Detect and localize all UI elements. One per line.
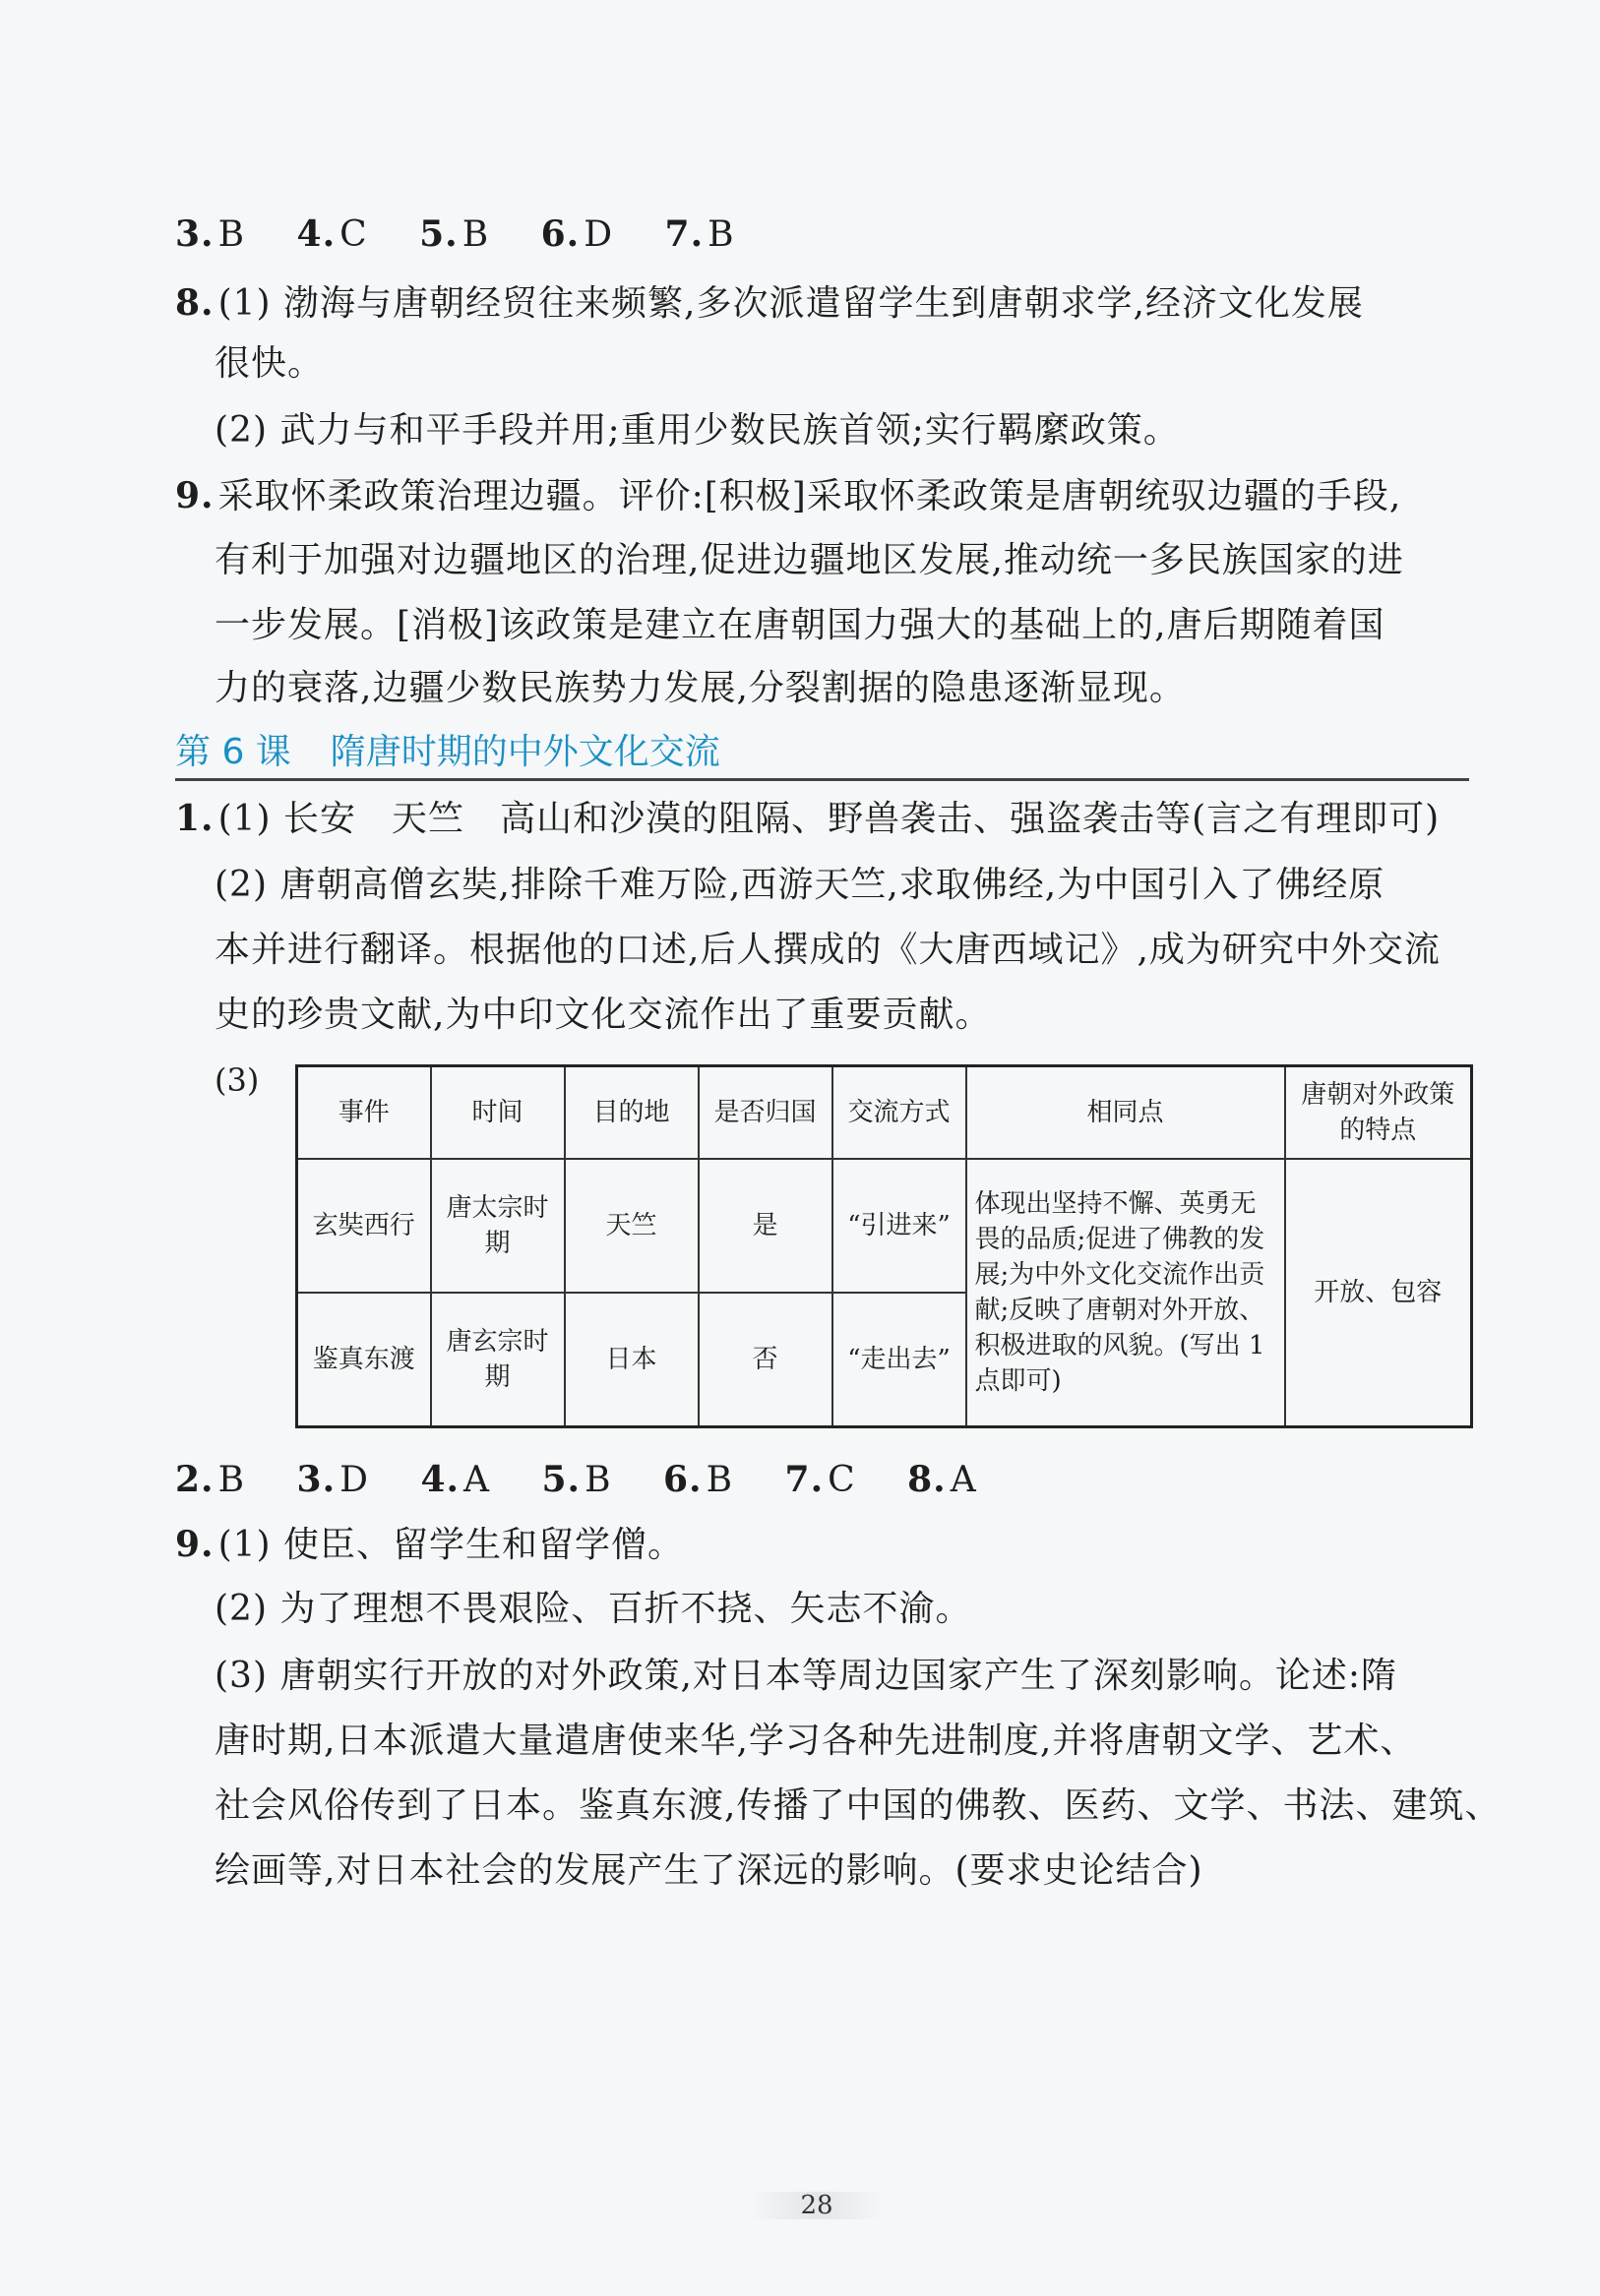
table-header: 目的地: [565, 1066, 699, 1159]
q8-part1-line1: 8. (1) 渤海与唐朝经贸往来频繁,多次派遣留学生到唐朝求学,经济文化发展: [175, 282, 1364, 324]
table-header-row: [297, 1066, 1472, 1159]
lesson-number: 第 6 课: [175, 732, 291, 772]
table-cell-policy: 开放、包容: [1285, 1159, 1472, 1427]
table-cell: 否: [699, 1293, 832, 1426]
mc-answers-top: [175, 211, 774, 259]
table-cell: 天竺: [565, 1159, 699, 1293]
q9-line3: 一步发展。[消极]该政策是建立在唐朝国力强大的基础上的,唐后期随着国: [215, 605, 1385, 645]
mc-item: 5. B: [419, 213, 490, 255]
l6-q1-part2-line3: 史的珍贵文献,为中印文化交流作出了重要贡献。: [215, 995, 992, 1035]
table-header: 时间: [431, 1066, 565, 1159]
mc-item: 3. B: [175, 213, 246, 255]
mc-item: 7. B: [664, 213, 735, 255]
q9-line1: 9. 采取怀柔政策治理边疆。评价:[积极]采取怀柔政策是唐朝统驭边疆的手段,: [175, 475, 1402, 516]
mc-item: 7. C: [784, 1459, 856, 1500]
mc-answers-lesson6: [175, 1456, 1016, 1504]
table-header: 唐朝对外政策的特点: [1285, 1066, 1472, 1159]
mc-item: 5. B: [541, 1459, 612, 1500]
mc-item: 8. A: [907, 1459, 977, 1500]
comparison-table: [295, 1064, 1473, 1428]
table-cell: 唐玄宗时期: [431, 1293, 565, 1426]
l6-q9-part2: (2) 为了理想不畏艰险、百折不挠、矢志不渝。: [215, 1589, 972, 1629]
q8-part1-line2: 很快。: [215, 343, 325, 384]
q9-line2: 有利于加强对边疆地区的治理,促进边疆地区发展,推动统一多民族国家的进: [215, 540, 1404, 580]
table-cell: 鉴真东渡: [297, 1293, 431, 1426]
l6-q9-part1: 9. (1) 使臣、留学生和留学僧。: [175, 1524, 685, 1565]
mc-item: 4. C: [296, 213, 368, 255]
table-cell: 玄奘西行: [297, 1159, 431, 1293]
mc-item: 6. B: [663, 1459, 734, 1500]
mc-item: 2. B: [175, 1459, 246, 1500]
l6-q1-part3-label: (3): [215, 1061, 260, 1099]
l6-q9-part3-line3: 社会风俗传到了日本。鉴真东渡,传播了中国的佛教、医药、文学、书法、建筑、: [215, 1785, 1502, 1826]
q9-line4: 力的衰落,边疆少数民族势力发展,分裂割据的隐患逐渐显现。: [215, 668, 1186, 708]
table-cell: 日本: [565, 1293, 699, 1426]
mc-item: 6. D: [540, 213, 614, 255]
table-row: [297, 1159, 1472, 1293]
l6-q9-part3-line4: 绘画等,对日本社会的发展产生了深远的影响。(要求史论结合): [215, 1850, 1203, 1891]
table-header: 是否归国: [699, 1066, 832, 1159]
l6-q1-part2-line1: (2) 唐朝高僧玄奘,排除千难万险,西游天竺,求取佛经,为中国引入了佛经原: [215, 865, 1385, 905]
lesson-title: 隋唐时期的中外文化交流: [330, 732, 720, 772]
table-cell-common: 体现出坚持不懈、英勇无畏的品质;促进了佛教的发展;为中外文化交流作出贡献;反映了唐朝对外开放、积极进取的风貌。(写出 1 点即可): [966, 1159, 1285, 1427]
lesson-heading: [175, 729, 1469, 781]
l6-q1-part2-line2: 本并进行翻译。根据他的口述,后人撰成的《大唐西域记》,成为研究中外交流: [215, 930, 1441, 970]
page-number: 28: [800, 2191, 833, 2220]
l6-q9-part3-line2: 唐时期,日本派遣大量遣唐使来华,学习各种先进制度,并将唐朝文学、艺术、: [215, 1721, 1417, 1761]
l6-q9-part3-line1: (3) 唐朝实行开放的对外政策,对日本等周边国家产生了深刻影响。论述:隋: [215, 1656, 1398, 1696]
mc-item: 3. D: [296, 1459, 369, 1500]
table-cell: “走出去”: [832, 1293, 966, 1426]
table-cell: 是: [699, 1159, 832, 1293]
table-header: 相同点: [966, 1066, 1285, 1159]
table-header: 事件: [297, 1066, 431, 1159]
l6-q1-part1: 1. (1) 长安 天竺 高山和沙漠的阻隔、野兽袭击、强盗袭击等(言之有理即可): [175, 798, 1441, 839]
table-header: 交流方式: [832, 1066, 966, 1159]
table-cell: “引进来”: [832, 1159, 966, 1293]
q8-part2: (2) 武力与和平手段并用;重用少数民族首领;实行羁縻政策。: [215, 410, 1180, 451]
mc-item: 4. A: [420, 1459, 491, 1500]
table-cell: 唐太宗时期: [431, 1159, 565, 1293]
